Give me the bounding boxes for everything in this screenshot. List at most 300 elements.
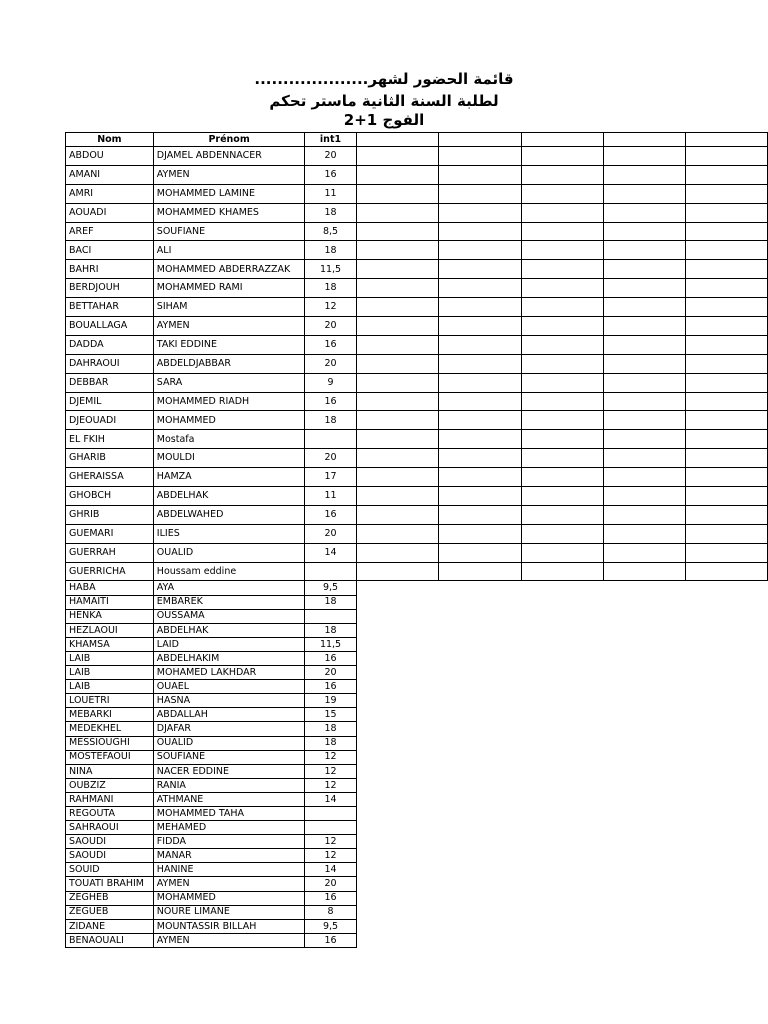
cell-int1: 9,5 xyxy=(305,581,356,595)
empty-cell xyxy=(686,335,768,354)
blank-area xyxy=(439,877,521,891)
cell-nom: DJEMIL xyxy=(66,392,154,411)
cell-nom: DADDA xyxy=(66,335,154,354)
blank-area xyxy=(439,778,521,792)
table-row xyxy=(66,708,768,722)
cell-int1: 20 xyxy=(305,317,356,336)
table-row xyxy=(66,354,768,373)
empty-cell xyxy=(521,203,603,222)
table-row xyxy=(66,821,768,835)
empty-cell xyxy=(521,279,603,298)
blank-area xyxy=(439,651,521,665)
empty-cell xyxy=(521,524,603,543)
empty-cell xyxy=(603,335,685,354)
cell-prenom: AYMEN xyxy=(153,877,305,891)
empty-header-cell xyxy=(356,133,438,147)
blank-area xyxy=(603,623,685,637)
blank-area xyxy=(521,835,603,849)
empty-cell xyxy=(521,298,603,317)
cell-int1: 18 xyxy=(305,203,356,222)
blank-area xyxy=(603,806,685,820)
blank-area xyxy=(439,680,521,694)
empty-cell xyxy=(521,487,603,506)
empty-cell xyxy=(521,562,603,581)
cell-prenom: EMBAREK xyxy=(153,595,305,609)
empty-cell xyxy=(686,354,768,373)
blank-area xyxy=(439,764,521,778)
cell-nom: GUERRICHA xyxy=(66,562,154,581)
cell-nom: GHERAISSA xyxy=(66,468,154,487)
cell-nom: BERDJOUH xyxy=(66,279,154,298)
table-row xyxy=(66,877,768,891)
blank-area xyxy=(603,863,685,877)
blank-area xyxy=(356,835,438,849)
table-header-row xyxy=(66,133,768,147)
empty-cell xyxy=(603,430,685,449)
cell-int1: 8,5 xyxy=(305,222,356,241)
cell-prenom: MANAR xyxy=(153,849,305,863)
cell-nom: LAIB xyxy=(66,651,154,665)
column-header-nom: Nom xyxy=(66,133,154,147)
empty-cell xyxy=(603,449,685,468)
cell-nom: MOSTEFAOUI xyxy=(66,750,154,764)
cell-int1: 20 xyxy=(305,354,356,373)
empty-cell xyxy=(521,335,603,354)
empty-cell xyxy=(439,335,521,354)
blank-area xyxy=(356,651,438,665)
cell-int1: 16 xyxy=(305,933,356,947)
cell-prenom: ATHMANE xyxy=(153,792,305,806)
attendance-title: قائمة الحضور لشهر.................... xyxy=(254,70,514,88)
blank-area xyxy=(356,623,438,637)
cell-prenom: AYMEN xyxy=(153,165,305,184)
empty-cell xyxy=(603,260,685,279)
blank-area xyxy=(356,694,438,708)
blank-area xyxy=(603,651,685,665)
empty-cell xyxy=(356,468,438,487)
empty-cell xyxy=(603,279,685,298)
cell-nom: ZIDANE xyxy=(66,919,154,933)
cell-nom: DEBBAR xyxy=(66,373,154,392)
blank-area xyxy=(686,863,768,877)
empty-cell xyxy=(356,373,438,392)
cell-int1 xyxy=(305,806,356,820)
empty-cell xyxy=(356,354,438,373)
blank-area xyxy=(686,708,768,722)
empty-header-cell xyxy=(686,133,768,147)
cell-int1: 12 xyxy=(305,849,356,863)
cell-nom: AMANI xyxy=(66,165,154,184)
empty-cell xyxy=(356,222,438,241)
empty-cell xyxy=(686,430,768,449)
cell-prenom: Mostafa xyxy=(153,430,305,449)
empty-cell xyxy=(686,184,768,203)
blank-area xyxy=(521,680,603,694)
table-row xyxy=(66,651,768,665)
blank-area xyxy=(356,849,438,863)
blank-area xyxy=(603,764,685,778)
cell-nom: LAIB xyxy=(66,680,154,694)
blank-area xyxy=(439,722,521,736)
cell-nom: LOUETRI xyxy=(66,694,154,708)
cell-prenom: ABDALLAH xyxy=(153,708,305,722)
blank-area xyxy=(521,750,603,764)
blank-area xyxy=(356,933,438,947)
empty-cell xyxy=(521,411,603,430)
cell-nom: MEDEKHEL xyxy=(66,722,154,736)
cell-prenom: SARA xyxy=(153,373,305,392)
column-header-prenom: Prénom xyxy=(153,133,305,147)
empty-cell xyxy=(521,543,603,562)
table-row xyxy=(66,778,768,792)
cell-prenom: SIHAM xyxy=(153,298,305,317)
table-row xyxy=(66,411,768,430)
table-row xyxy=(66,806,768,820)
blank-area xyxy=(686,806,768,820)
table-row xyxy=(66,623,768,637)
empty-cell xyxy=(356,430,438,449)
empty-cell xyxy=(439,298,521,317)
blank-area xyxy=(686,581,768,595)
empty-cell xyxy=(356,487,438,506)
blank-area xyxy=(356,708,438,722)
cell-int1: 20 xyxy=(305,449,356,468)
blank-area xyxy=(521,778,603,792)
table-row xyxy=(66,722,768,736)
cell-prenom: OUALID xyxy=(153,543,305,562)
cell-prenom: MOULDI xyxy=(153,449,305,468)
blank-area xyxy=(686,821,768,835)
empty-cell xyxy=(439,241,521,260)
blank-area xyxy=(439,863,521,877)
empty-cell xyxy=(356,505,438,524)
cell-nom: HAMAITI xyxy=(66,595,154,609)
empty-cell xyxy=(439,505,521,524)
blank-area xyxy=(521,666,603,680)
blank-area xyxy=(521,623,603,637)
table-row xyxy=(66,694,768,708)
blank-area xyxy=(686,877,768,891)
table-row xyxy=(66,919,768,933)
blank-area xyxy=(521,694,603,708)
table-row xyxy=(66,543,768,562)
blank-area xyxy=(686,750,768,764)
empty-cell xyxy=(356,298,438,317)
blank-area xyxy=(356,595,438,609)
cell-int1: 18 xyxy=(305,595,356,609)
empty-cell xyxy=(521,430,603,449)
blank-area xyxy=(603,708,685,722)
cell-prenom: HANINE xyxy=(153,863,305,877)
blank-area xyxy=(439,835,521,849)
empty-cell xyxy=(521,505,603,524)
table-row xyxy=(66,317,768,336)
blank-area xyxy=(356,666,438,680)
cell-int1: 18 xyxy=(305,279,356,298)
empty-cell xyxy=(521,165,603,184)
blank-area xyxy=(521,891,603,905)
blank-area xyxy=(439,736,521,750)
empty-cell xyxy=(521,392,603,411)
blank-area xyxy=(603,750,685,764)
empty-cell xyxy=(603,354,685,373)
empty-cell xyxy=(603,411,685,430)
blank-area xyxy=(603,933,685,947)
empty-cell xyxy=(521,184,603,203)
blank-area xyxy=(521,581,603,595)
empty-cell xyxy=(686,524,768,543)
cell-prenom: MOHAMMED ABDERRAZZAK xyxy=(153,260,305,279)
empty-header-cell xyxy=(603,133,685,147)
blank-area xyxy=(356,821,438,835)
table-row xyxy=(66,581,768,595)
table-row xyxy=(66,849,768,863)
cell-nom: BACI xyxy=(66,241,154,260)
blank-area xyxy=(603,736,685,750)
cell-int1: 20 xyxy=(305,877,356,891)
cell-prenom: LAID xyxy=(153,637,305,651)
cell-int1: 9,5 xyxy=(305,919,356,933)
cell-int1: 14 xyxy=(305,863,356,877)
blank-area xyxy=(686,849,768,863)
empty-cell xyxy=(603,298,685,317)
table-row xyxy=(66,335,768,354)
blank-area xyxy=(686,919,768,933)
empty-cell xyxy=(439,279,521,298)
empty-cell xyxy=(356,165,438,184)
blank-area xyxy=(686,595,768,609)
blank-area xyxy=(356,863,438,877)
cell-prenom: MOHAMMED RAMI xyxy=(153,279,305,298)
table-row xyxy=(66,279,768,298)
empty-cell xyxy=(686,279,768,298)
empty-cell xyxy=(439,543,521,562)
cell-nom: DAHRAOUI xyxy=(66,354,154,373)
cell-int1: 11 xyxy=(305,184,356,203)
cell-nom: GUERRAH xyxy=(66,543,154,562)
cell-prenom: MOHAMMED KHAMES xyxy=(153,203,305,222)
blank-area xyxy=(439,708,521,722)
cell-nom: EL FKIH xyxy=(66,430,154,449)
table-row xyxy=(66,524,768,543)
blank-area xyxy=(356,764,438,778)
cell-nom: HEZLAOUI xyxy=(66,623,154,637)
blank-area xyxy=(686,694,768,708)
empty-cell xyxy=(603,222,685,241)
blank-area xyxy=(439,806,521,820)
cell-int1: 9 xyxy=(305,373,356,392)
cell-int1: 18 xyxy=(305,722,356,736)
cell-prenom: FIDDA xyxy=(153,835,305,849)
blank-area xyxy=(686,623,768,637)
empty-cell xyxy=(356,147,438,166)
cell-prenom: ALI xyxy=(153,241,305,260)
table-row xyxy=(66,184,768,203)
cell-int1: 8 xyxy=(305,905,356,919)
table-row xyxy=(66,666,768,680)
table-row xyxy=(66,736,768,750)
table-body xyxy=(66,147,768,948)
blank-area xyxy=(521,806,603,820)
table-row xyxy=(66,750,768,764)
blank-area xyxy=(603,694,685,708)
blank-area xyxy=(521,609,603,623)
blank-area xyxy=(686,637,768,651)
table-row xyxy=(66,203,768,222)
empty-cell xyxy=(439,468,521,487)
cell-int1: 15 xyxy=(305,708,356,722)
cell-nom: REGOUTA xyxy=(66,806,154,820)
blank-area xyxy=(603,849,685,863)
blank-area xyxy=(521,792,603,806)
blank-area xyxy=(521,764,603,778)
empty-cell xyxy=(686,411,768,430)
cell-prenom: OUSSAMA xyxy=(153,609,305,623)
table-row xyxy=(66,222,768,241)
blank-area xyxy=(603,637,685,651)
blank-area xyxy=(356,680,438,694)
blank-area xyxy=(439,919,521,933)
blank-area xyxy=(686,764,768,778)
blank-area xyxy=(603,680,685,694)
cell-nom: SAOUDI xyxy=(66,835,154,849)
cell-int1: 20 xyxy=(305,524,356,543)
blank-area xyxy=(439,595,521,609)
blank-area xyxy=(439,609,521,623)
blank-area xyxy=(686,933,768,947)
cell-int1: 16 xyxy=(305,335,356,354)
cell-prenom: SOUFIANE xyxy=(153,222,305,241)
empty-header-cell xyxy=(521,133,603,147)
cell-prenom: OUALID xyxy=(153,736,305,750)
empty-cell xyxy=(686,165,768,184)
cell-prenom: Houssam eddine xyxy=(153,562,305,581)
table-row xyxy=(66,792,768,806)
cell-prenom: ABDELHAK xyxy=(153,623,305,637)
cell-prenom: MOHAMMED RIADH xyxy=(153,392,305,411)
empty-cell xyxy=(686,317,768,336)
cell-nom: TOUATI BRAHIM xyxy=(66,877,154,891)
table-row xyxy=(66,835,768,849)
cell-int1 xyxy=(305,609,356,623)
cell-int1: 17 xyxy=(305,468,356,487)
cell-nom: DJEOUADI xyxy=(66,411,154,430)
cell-int1: 12 xyxy=(305,764,356,778)
cell-prenom: DJAFAR xyxy=(153,722,305,736)
cell-int1: 12 xyxy=(305,778,356,792)
empty-cell xyxy=(686,487,768,506)
cell-int1: 11,5 xyxy=(305,637,356,651)
empty-cell xyxy=(521,373,603,392)
blank-area xyxy=(356,792,438,806)
empty-cell xyxy=(439,524,521,543)
cell-nom: BOUALLAGA xyxy=(66,317,154,336)
empty-cell xyxy=(603,487,685,506)
empty-cell xyxy=(686,562,768,581)
empty-cell xyxy=(603,203,685,222)
table-row xyxy=(66,891,768,905)
cell-nom: GHRIB xyxy=(66,505,154,524)
empty-cell xyxy=(603,373,685,392)
cell-prenom: RANIA xyxy=(153,778,305,792)
table-row xyxy=(66,562,768,581)
empty-cell xyxy=(356,241,438,260)
cell-int1: 20 xyxy=(305,666,356,680)
cell-prenom: ABDELWAHED xyxy=(153,505,305,524)
empty-cell xyxy=(356,203,438,222)
empty-cell xyxy=(521,354,603,373)
empty-cell xyxy=(439,392,521,411)
empty-cell xyxy=(439,317,521,336)
table-row xyxy=(66,241,768,260)
blank-area xyxy=(439,821,521,835)
empty-cell xyxy=(521,468,603,487)
column-header-int1: int1 xyxy=(305,133,356,147)
blank-area xyxy=(603,581,685,595)
cell-nom: SAHRAOUI xyxy=(66,821,154,835)
cell-int1 xyxy=(305,430,356,449)
blank-area xyxy=(439,623,521,637)
blank-area xyxy=(439,637,521,651)
blank-area xyxy=(603,609,685,623)
blank-area xyxy=(603,891,685,905)
empty-cell xyxy=(521,222,603,241)
blank-area xyxy=(356,722,438,736)
blank-area xyxy=(439,694,521,708)
blank-area xyxy=(603,792,685,806)
table-row xyxy=(66,905,768,919)
empty-cell xyxy=(439,222,521,241)
cell-int1: 12 xyxy=(305,750,356,764)
empty-cell xyxy=(356,449,438,468)
empty-cell xyxy=(603,317,685,336)
table-row xyxy=(66,863,768,877)
cell-prenom: ABDELDJABBAR xyxy=(153,354,305,373)
cell-prenom: NACER EDDINE xyxy=(153,764,305,778)
empty-cell xyxy=(686,505,768,524)
table-row xyxy=(66,373,768,392)
cell-prenom: MOHAMMED xyxy=(153,411,305,430)
cell-nom: AMRI xyxy=(66,184,154,203)
empty-cell xyxy=(356,279,438,298)
blank-area xyxy=(439,849,521,863)
blank-area xyxy=(356,877,438,891)
empty-cell xyxy=(439,411,521,430)
empty-cell xyxy=(603,241,685,260)
empty-cell xyxy=(356,524,438,543)
blank-area xyxy=(686,792,768,806)
cell-prenom: MOHAMMED TAHA xyxy=(153,806,305,820)
cell-int1 xyxy=(305,562,356,581)
blank-area xyxy=(686,778,768,792)
table-row xyxy=(66,147,768,166)
cell-int1: 20 xyxy=(305,147,356,166)
empty-cell xyxy=(686,543,768,562)
empty-cell xyxy=(356,335,438,354)
table-row xyxy=(66,468,768,487)
blank-area xyxy=(356,778,438,792)
table-row xyxy=(66,505,768,524)
empty-cell xyxy=(603,165,685,184)
blank-area xyxy=(686,905,768,919)
table-row xyxy=(66,933,768,947)
cell-nom: SAOUDI xyxy=(66,849,154,863)
cell-int1: 18 xyxy=(305,736,356,750)
empty-cell xyxy=(439,449,521,468)
cell-prenom: ABDELHAK xyxy=(153,487,305,506)
cell-int1: 16 xyxy=(305,392,356,411)
blank-area xyxy=(356,806,438,820)
